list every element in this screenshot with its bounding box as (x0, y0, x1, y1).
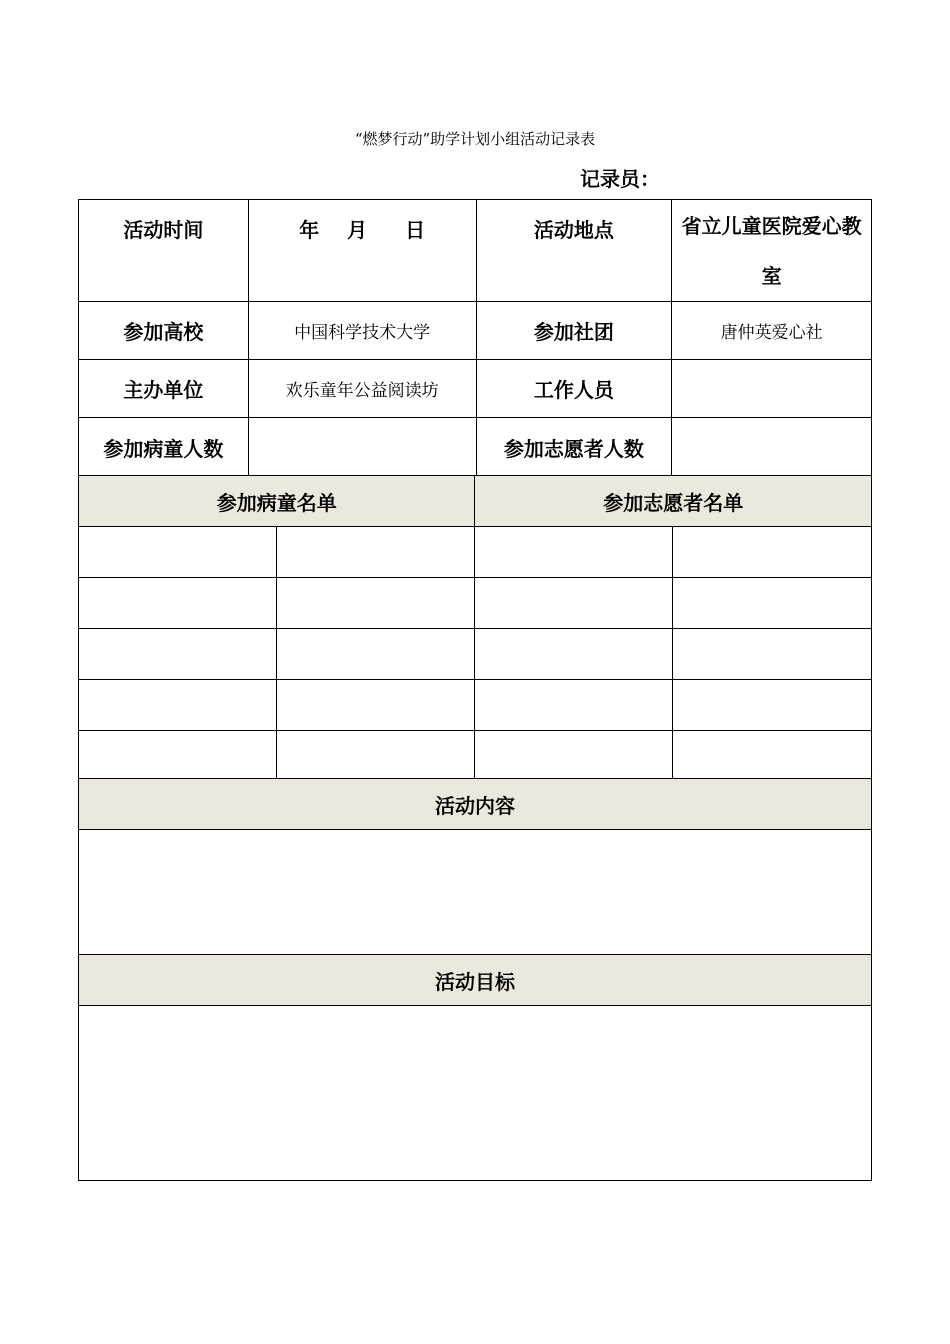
patient-name-cell[interactable] (276, 680, 475, 731)
patient-name-cell[interactable] (276, 527, 475, 578)
roster-table (78, 475, 872, 781)
volunteers-list-header: 参加志愿者名单 (475, 476, 872, 527)
club-label: 参加社团 (476, 302, 672, 360)
activity-date-field[interactable] (248, 200, 476, 302)
school-label: 参加高校 (79, 302, 249, 360)
patients-count-field[interactable] (248, 418, 476, 477)
patient-name-cell[interactable] (276, 731, 475, 781)
date-day: 日 (405, 218, 426, 242)
organizer-label: 主办单位 (79, 360, 249, 418)
organizer-value: 欢乐童年公益阅读坊 (248, 360, 476, 418)
patient-name-cell[interactable] (79, 731, 277, 781)
patient-name-cell[interactable] (79, 578, 277, 629)
volunteers-count-field[interactable] (672, 418, 872, 477)
volunteer-name-cell[interactable] (673, 731, 872, 781)
volunteer-name-cell[interactable] (673, 629, 872, 680)
activity-goal-header: 活动目标 (79, 955, 872, 1006)
activity-table (78, 778, 872, 1181)
page-title: “燃梦行动”助学计划小组活动记录表 (354, 130, 596, 148)
patients-list-header: 参加病童名单 (79, 476, 475, 527)
record-form (78, 199, 872, 1180)
volunteer-name-cell[interactable] (475, 629, 673, 680)
activity-content-header: 活动内容 (79, 779, 872, 830)
patient-name-cell[interactable] (276, 629, 475, 680)
patient-name-cell[interactable] (79, 629, 277, 680)
volunteer-name-cell[interactable] (673, 527, 872, 578)
volunteer-name-cell[interactable] (673, 680, 872, 731)
volunteer-name-cell[interactable] (475, 527, 673, 578)
staff-label: 工作人员 (476, 360, 672, 418)
activity-location-value: 省立儿童医院爱心教室 (672, 200, 872, 302)
volunteer-name-cell[interactable] (673, 578, 872, 629)
activity-content-field[interactable] (79, 830, 872, 955)
date-month: 月 (347, 218, 368, 242)
activity-goal-field[interactable] (79, 1006, 872, 1181)
activity-location-label: 活动地点 (476, 200, 672, 302)
patients-count-label: 参加病童人数 (79, 418, 249, 477)
school-value: 中国科学技术大学 (248, 302, 476, 360)
volunteer-name-cell[interactable] (475, 578, 673, 629)
patient-name-cell[interactable] (276, 578, 475, 629)
volunteer-name-cell[interactable] (475, 680, 673, 731)
info-table (78, 199, 872, 477)
date-year: 年 (299, 218, 320, 242)
patient-name-cell[interactable] (79, 527, 277, 578)
volunteers-count-label: 参加志愿者人数 (476, 418, 672, 477)
activity-time-label: 活动时间 (79, 200, 249, 302)
recorder-label: 记录员： (580, 167, 660, 191)
club-value: 唐仲英爱心社 (672, 302, 872, 360)
volunteer-name-cell[interactable] (475, 731, 673, 781)
patient-name-cell[interactable] (79, 680, 277, 731)
staff-field[interactable] (672, 360, 872, 418)
